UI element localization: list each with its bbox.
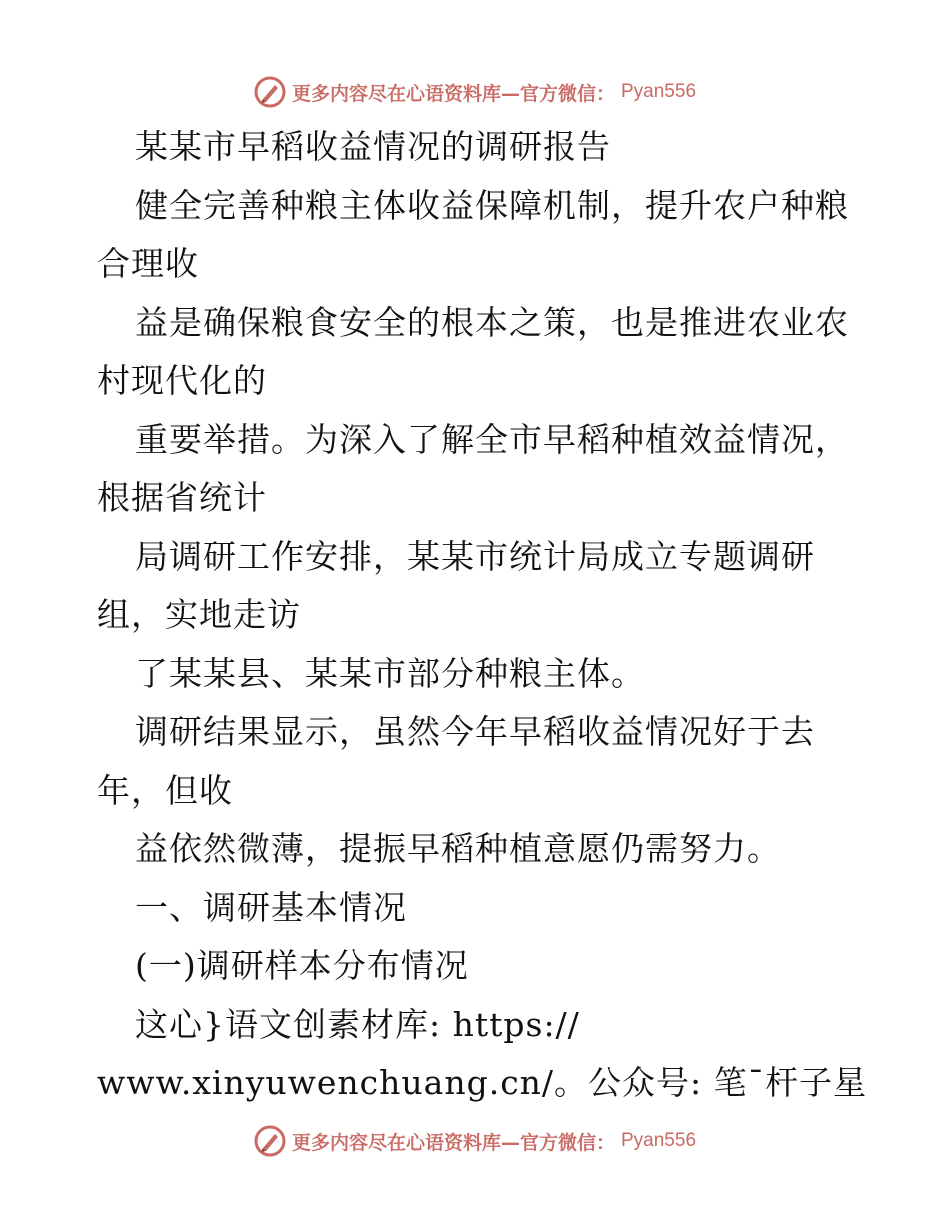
paragraph-line: 益依然微薄，提振早稻种植意愿仍需努力。 [135, 829, 781, 868]
paragraph-line: 村现代化的 [97, 361, 267, 400]
paragraph-line: 调研结果显示，虽然今年早稻收益情况好于去 [135, 712, 815, 751]
source-line: 这心}语文创素材库: https:// [135, 1004, 580, 1044]
paragraph-line: 合理收 [97, 244, 199, 283]
header-watermark [0, 72, 950, 112]
watermark-wechat: Pyan556 [621, 1130, 697, 1151]
document-body [97, 118, 868, 1113]
paragraph-line: 益是确保粮食安全的根本之策，也是推进农业农 [135, 302, 849, 342]
paragraph-line: 局调研工作安排，某某市统计局成立专题调研 [135, 536, 815, 576]
pen-logo-icon [254, 1125, 286, 1157]
paragraph-line: 组，实地走访 [97, 595, 301, 634]
footer-watermark [0, 1121, 950, 1161]
pen-logo-icon [254, 76, 286, 108]
watermark-wechat: Pyan556 [621, 81, 697, 102]
subsection-heading: (一)调研样本分布情况 [135, 946, 469, 985]
section-heading: 一、调研基本情况 [135, 887, 407, 927]
source-url-line: www.xinyuwenchuang.cn/。公众号: 笔¯杆子星 [97, 1063, 868, 1102]
paragraph-line: 年，但收 [97, 770, 233, 810]
watermark-text: 更多内容尽在心语资料库—官方微信： [291, 82, 615, 105]
paragraph-line: 了某某县、某某市部分种粮主体。 [135, 653, 645, 693]
paragraph-line: 重要举措。为深入了解全市早稻种植效益情况， [135, 419, 849, 459]
paragraph-line: 健全完善种粮主体收益保障机制，提升农户种粮 [135, 185, 849, 225]
document-title: 某某市早稻收益情况的调研报告 [135, 127, 611, 166]
watermark-text: 更多内容尽在心语资料库—官方微信： [291, 1131, 615, 1154]
paragraph-line: 根据省统计 [97, 478, 267, 517]
